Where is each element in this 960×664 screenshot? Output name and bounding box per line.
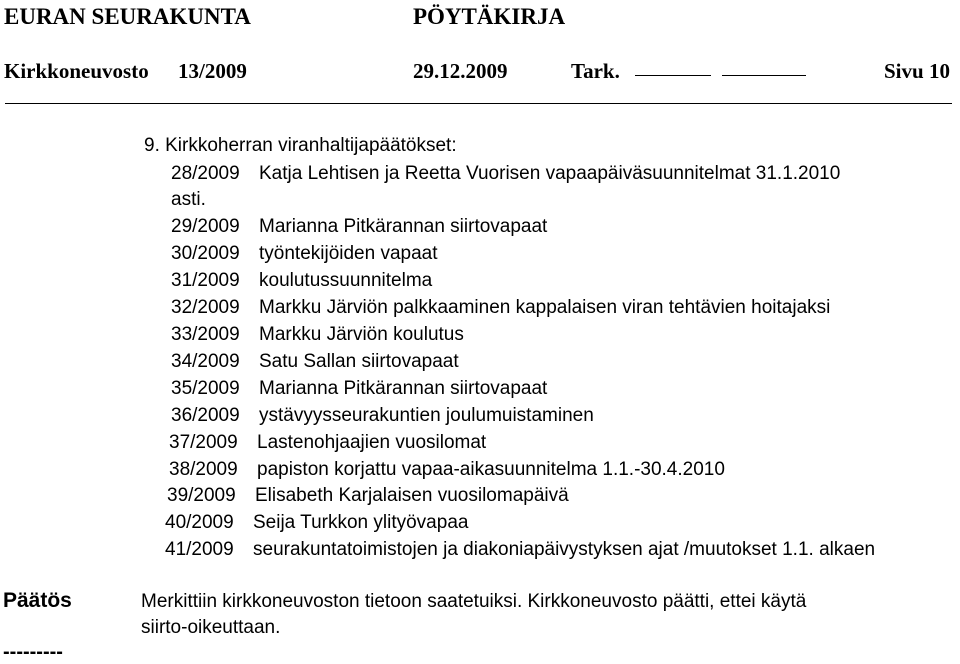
list-item-continuation (171, 189, 206, 211)
decision-text-line-2: siirto-oikeuttaan. (141, 617, 281, 638)
item-text: Lastenohjaajien vuosilomat (257, 432, 487, 453)
item-number: 39/2009 (167, 485, 236, 506)
item-text: Elisabeth Karjalaisen vuosilomapäivä (255, 485, 569, 506)
org-name: EURAN SEURAKUNTA (4, 4, 251, 29)
item-number: 29/2009 (171, 216, 240, 237)
list-item (171, 243, 438, 265)
list-item (169, 459, 725, 481)
item-number: 33/2009 (171, 324, 240, 345)
list-item (165, 539, 875, 561)
item-text: Markku Järviön koulutus (259, 324, 464, 345)
item-number: 38/2009 (169, 459, 238, 480)
list-item (171, 405, 594, 427)
check-label: Tark. (571, 59, 620, 83)
item-number: 32/2009 (171, 297, 240, 318)
section-heading: 9. Kirkkoherran viranhaltijapäätökset: (144, 135, 457, 156)
item-number: 37/2009 (169, 432, 238, 453)
list-item (167, 485, 569, 507)
item-number: 41/2009 (165, 539, 234, 560)
item-text: Satu Sallan siirtovapaat (259, 351, 459, 372)
item-text: seurakuntatoimistojen ja diakoniapäivystyksen ajat /muutokset 1.1. alkaen (253, 539, 876, 560)
item-number: 31/2009 (171, 270, 240, 291)
list-item (171, 270, 432, 292)
item-number: 36/2009 (171, 405, 240, 426)
item-text: asti. (171, 189, 206, 210)
header-divider (5, 103, 952, 104)
item-text: Seija Turkkon ylityövapaa (253, 512, 469, 533)
item-text: papiston korjattu vapaa-aikasuunnitelma 1.1.-30.4.2010 (257, 459, 725, 480)
item-number: 34/2009 (171, 351, 240, 372)
item-text: ystävyysseurakuntien joulumuistaminen (259, 405, 594, 426)
list-item (165, 512, 468, 534)
meeting-date: 29.12.2009 (413, 59, 508, 83)
meeting-number: 13/2009 (178, 59, 247, 83)
item-text: Marianna Pitkärannan siirtovapaat (259, 378, 548, 399)
meeting-body: Kirkkoneuvosto (4, 59, 149, 83)
item-text: työntekijöiden vapaat (259, 243, 438, 264)
signature-blank (722, 75, 806, 76)
item-text: Markku Järviön palkkaaminen kappalaisen viran tehtävien hoitajaksi (259, 297, 831, 318)
item-text: koulutussuunnitelma (259, 270, 433, 291)
list-item (171, 216, 547, 238)
list-item (169, 432, 486, 454)
list-item (171, 297, 830, 319)
decision-label: Päätös (3, 589, 72, 612)
list-item (171, 324, 464, 346)
list-item (171, 163, 840, 185)
item-number: 40/2009 (165, 512, 234, 533)
list-item (171, 351, 459, 373)
item-text: Katja Lehtisen ja Reetta Vuorisen vapaapäiväsuunnitelmat 31.1.2010 (259, 163, 841, 184)
item-number: 28/2009 (171, 163, 240, 184)
section-separator: --------- (3, 641, 63, 663)
item-number: 35/2009 (171, 378, 240, 399)
item-number: 30/2009 (171, 243, 240, 264)
decision-text-line-1: Merkittiin kirkkoneuvoston tietoon saatetuiksi. Kirkkoneuvosto päätti, ettei käytä (141, 591, 807, 612)
page-number: Sivu 10 (884, 59, 950, 83)
list-item (171, 378, 547, 400)
signature-blank (635, 75, 711, 76)
item-text: Marianna Pitkärannan siirtovapaat (259, 216, 548, 237)
document-type: PÖYTÄKIRJA (413, 4, 566, 29)
